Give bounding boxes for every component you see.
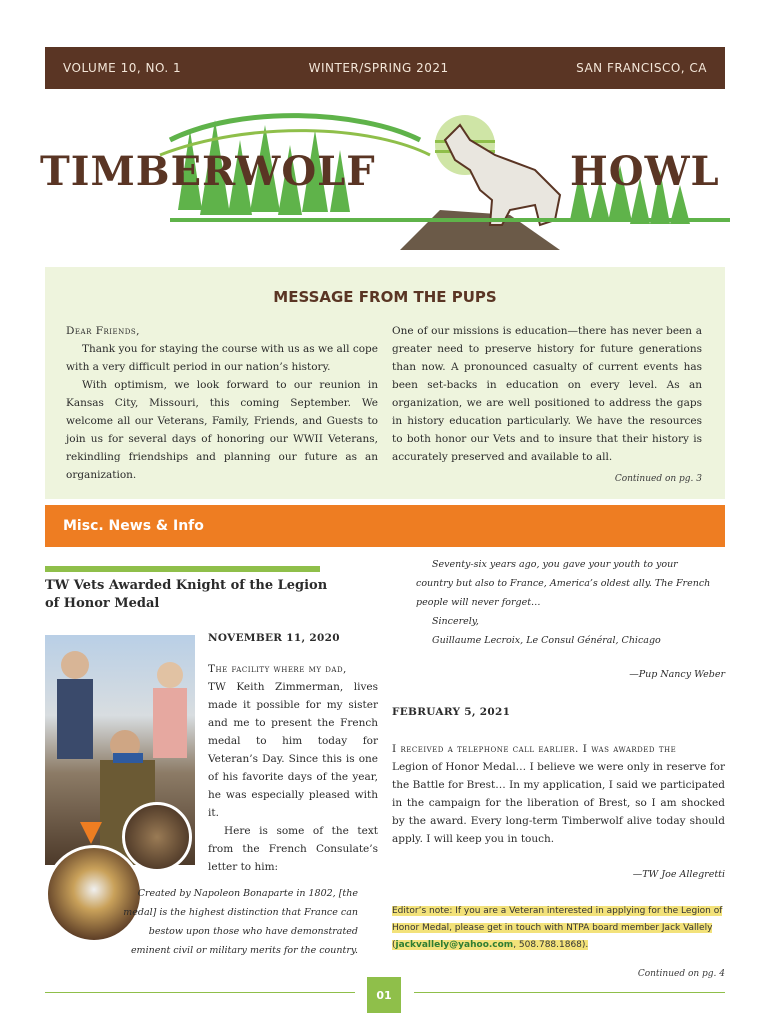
story1-body: TW Keith Zimmerman, lives made it possible for my sister and me to present the French medal to him today for Veteran’s Day. Since this is one of his favorite days of the year, he was especially pleased with it.: [208, 681, 378, 819]
medal-inset-image: [122, 802, 192, 872]
section-title: Misc. News & Info: [63, 518, 204, 534]
editor-note-text: , 508.788.1868).: [513, 940, 589, 950]
volume-label: VOLUME 10, NO. 1: [63, 61, 182, 75]
signature: —TW Joe Allegretti: [632, 869, 725, 880]
section-header-misc: [45, 505, 725, 547]
quote-signer: Guillaume Lecroix, Le Consul Général, Chicago: [432, 635, 661, 646]
signature: —Pup Nancy Weber: [629, 669, 725, 680]
title-howl: HOWL: [570, 148, 720, 195]
quote-sincerely: Sincerely,: [432, 616, 479, 627]
continued-note: Continued on pg. 3: [614, 474, 702, 484]
continued-note: Continued on pg. 4: [637, 969, 725, 979]
pups-title: MESSAGE FROM THE PUPS: [273, 288, 497, 306]
editor-note: [392, 903, 725, 954]
story1-lead: The facility where my dad,: [208, 663, 347, 675]
pups-paragraph: Thank you for staying the course with us as we all cope with a very difficult period in our nation’s history.: [66, 343, 378, 373]
article-title: TW Vets Awarded Knight of the Legion of Honor Medal: [45, 578, 328, 611]
masthead-bar: [45, 47, 725, 89]
medal-caption: Created by Napoleon Bonaparte in 1802, [the medal] is the highest distinction that France can bestow upon those who have demonstrated eminent civil or military merits for the country.: [123, 888, 358, 956]
green-rule: [45, 566, 320, 572]
pups-paragraph: With optimism, we look forward to our reunion in Kansas City, Missouri, this coming September. We welcome all our Veterans, Family, Friends, and Guests to join us for several days of honoring our WWII Veterans, rekindling friendships and planning our future as an organization.: [66, 379, 378, 481]
story1-paragraph: Here is some of the text from the French Consulate’s letter to him:: [208, 825, 378, 873]
pups-paragraph: One of our missions is education—there has never been a greater need to preserve history for future generations than now. A pronounced casualty of current events has been set-backs in education on every level. As an organization, we are well positioned to address the gaps in history education particularly. We have the resources to both honor our Vets and to insure that their history is accurately preserved and available to all.: [392, 325, 702, 463]
season-label: WINTER/SPRING 2021: [308, 61, 449, 75]
pups-right-column: [392, 322, 702, 466]
footer-rule: [45, 992, 355, 993]
editor-note-text: Editor’s note: If you are a Veteran interested in applying for the Legion of Honor Medal, please get in touch with NTPA board member Jack Vallely (: [392, 906, 723, 950]
location-label: SAN FRANCISCO, CA: [576, 61, 707, 75]
page-number: 01: [367, 977, 401, 1013]
story1-column: [208, 660, 378, 876]
footer-rule: [414, 992, 725, 993]
story2-body: Legion of Honor Medal… I believe we were only in reserve for the Battle for Brest… In my application, I said we participated in the campaign for the liberation of Brest, so I am shocked by the award. Every long-term Timberwolf alive today should apply. I will keep you in touch.: [392, 761, 725, 845]
pups-left-column: [66, 322, 378, 484]
story2-column: [392, 740, 725, 848]
consulate-quote: [416, 555, 716, 650]
date-heading: FEBRUARY 5, 2021: [392, 706, 511, 718]
salutation: Dear Friends,: [66, 325, 140, 337]
quote-text: Seventy-six years ago, you gave your youth to your country but also to France, America’s oldest ally. The French people will never forget…: [416, 559, 711, 608]
story2-lead: I received a telephone call earlier. I was awarded the: [392, 743, 677, 755]
title-timberwolf: TIMBERWOLF: [40, 148, 376, 195]
email-link[interactable]: jackvallely@yahoo.com: [395, 940, 514, 950]
date-heading: NOVEMBER 11, 2020: [208, 632, 340, 644]
